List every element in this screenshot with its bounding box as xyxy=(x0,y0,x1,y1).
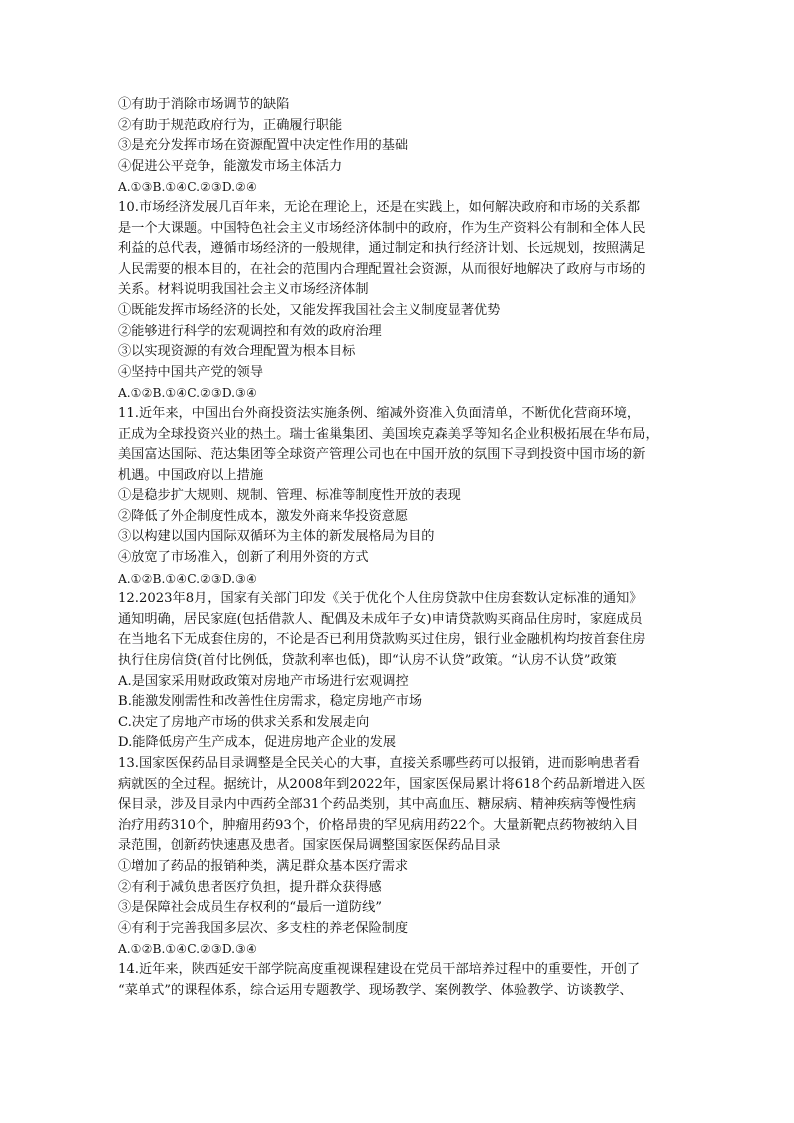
q11-stem-line-4: 机遇。中国政府以上措施 xyxy=(118,467,264,483)
q10-option-2: ②能够进行科学的宏观调控和有效的政府治理 xyxy=(118,323,382,339)
q11-option-3: ③以构建以国内国际双循环为主体的新发展格局为目的 xyxy=(118,529,435,545)
question-10 xyxy=(118,198,678,404)
q10-option-1: ①既能发挥市场经济的长处，又能发挥我国社会主义制度显著优势 xyxy=(118,302,501,318)
q9-option-2: ②有助于规范政府行为，正确履行职能 xyxy=(118,117,343,133)
q13-stem-line-3: 保目录，涉及目录内中西药全部31个药品类别，其中高血压、糖尿病、精神疾病等慢性病 xyxy=(118,797,636,813)
q10-stem-line-4: 人民需要的根本目的，在社会的范围内合理配置社会资源，从而很好地解决了政府与市场的 xyxy=(118,261,646,277)
q13-option-3: ③是保障社会成员生存权利的“最后一道防线” xyxy=(118,900,383,916)
q10-stem-line-3: 利益的总代表，遵循市场经济的一般规律，通过制定和执行经济计划、长远规划，按照满足 xyxy=(118,241,646,257)
q12-stem-line-4: 执行住房信贷(首付比例低，贷款利率也低)，即“认房不认贷”政策。“认房不认贷”政策 xyxy=(118,653,617,669)
q10-stem-line-2: 是一个大课题。中国特色社会主义市场经济体制中的政府，作为生产资料公有制和全体人民 xyxy=(118,220,646,236)
q11-option-2: ②降低了外企制度性成本，激发外商来华投资意愿 xyxy=(118,508,409,524)
q13-stem-line-4: 治疗用药310个，肿瘤用药93个，价格昂贵的罕见病用药22个。大量新靶点药物被纳入目 xyxy=(118,817,639,833)
q13-option-1: ①增加了药品的报销种类，满足群众基本医疗需求 xyxy=(118,858,409,874)
q9-option-1: ①有助于消除市场调节的缺陷 xyxy=(118,97,290,112)
q14-stem-line-2: “菜单式”的课程体系，综合运用专题教学、现场教学、案例教学、体验教学、访谈教学、 xyxy=(118,982,633,998)
question-14 xyxy=(118,960,678,1001)
question-11 xyxy=(118,404,678,589)
q10-stem-line-1: 10.市场经济发展几百年来，无论在理论上，还是在实践上，如何解决政府和市场的关系都 xyxy=(118,199,641,215)
q12-stem-line-3: 在当地名下无成套住房的，不论是否已利用贷款购买过住房，银行业金融机构均按首套住房 xyxy=(118,632,646,648)
q9-answer-choices: A.①③B.①④C.②③D.②④ xyxy=(118,180,257,195)
q11-answer-choices: A.①②B.①④C.②③D.③④ xyxy=(118,571,257,586)
q9-option-3: ③是充分发挥市场在资源配置中决定性作用的基础 xyxy=(118,138,409,154)
q10-option-4: ④坚持中国共产党的领导 xyxy=(118,364,264,380)
document-page xyxy=(118,95,678,1001)
q13-answer-choices: A.①②B.①④C.②③D.③④ xyxy=(118,942,257,957)
q12-option-b: B.能激发刚需性和改善性住房需求，稳定房地产市场 xyxy=(118,694,423,710)
q12-option-d: D.能降低房产生产成本，促进房地产企业的发展 xyxy=(118,735,397,751)
q13-option-4: ④有利于完善我国多层次、多支柱的养老保险制度 xyxy=(118,920,409,936)
q13-stem-line-2: 病就医的全过程。据统计，从2008年到2022年，国家医保局累计将618个药品新增进入医 xyxy=(118,776,646,792)
question-12 xyxy=(118,589,678,754)
q10-stem-line-5: 关系。材料说明我国社会主义市场经济体制 xyxy=(118,282,369,298)
q14-stem-line-1: 14.近年来，陕西延安干部学院高度重视课程建设在党员干部培养过程中的重要性，开创了 xyxy=(118,961,641,977)
q12-stem-line-1: 12.2023年8月，国家有关部门印发《关于优化个人住房贷款中住房套数认定标准的通知》 xyxy=(118,591,643,607)
q11-stem-line-3: 美国富达国际、范达集团等全球资产管理公司也在中国开放的氛围下寻到投资中国市场的新 xyxy=(118,447,646,463)
q13-stem xyxy=(118,754,678,857)
q12-stem-line-2: 通知明确，居民家庭(包括借款人、配偶及未成年子女)申请贷款购买商品住房时，家庭成员 xyxy=(118,611,643,627)
q13-stem-line-5: 录范围，创新药快速惠及患者。国家医保局调整国家医保药品目录 xyxy=(118,838,501,854)
q10-answer-choices: A.①②B.①④C.②③D.③④ xyxy=(118,386,257,401)
q11-stem-line-1: 11.近年来，中国出台外商投资法实施条例、缩减外资准入负面清单，不断优化营商环境， xyxy=(118,405,641,421)
q10-stem xyxy=(118,198,678,301)
q9-option-4: ④促进公平竞争，能激发市场主体活力 xyxy=(118,158,343,174)
q14-stem xyxy=(118,960,678,1001)
q10-option-3: ③以实现资源的有效合理配置为根本目标 xyxy=(118,344,356,360)
q11-stem xyxy=(118,404,678,486)
question-13 xyxy=(118,754,678,960)
q12-option-c: C.决定了房地产市场的供求关系和发展走向 xyxy=(118,714,370,730)
q11-option-4: ④放宽了市场准入，创新了利用外资的方式 xyxy=(118,550,369,566)
q13-option-2: ②有利于减负患者医疗负担，提升群众获得感 xyxy=(118,879,382,895)
q12-option-a: A.是国家采用财政政策对房地产市场进行宏观调控 xyxy=(118,673,409,689)
q11-stem-line-2: 正成为全球投资兴业的热土。瑞士雀巢集团、美国埃克森美孚等知名企业积极拓展在华布局， xyxy=(118,426,659,442)
q11-option-1: ①是稳步扩大规则、规制、管理、标准等制度性开放的表现 xyxy=(118,488,461,504)
q13-stem-line-1: 13.国家医保药品目录调整是全民关心的大事，直接关系哪些药可以报销，进而影响患者看 xyxy=(118,756,641,771)
q12-stem xyxy=(118,589,678,671)
question-9 xyxy=(118,95,678,198)
